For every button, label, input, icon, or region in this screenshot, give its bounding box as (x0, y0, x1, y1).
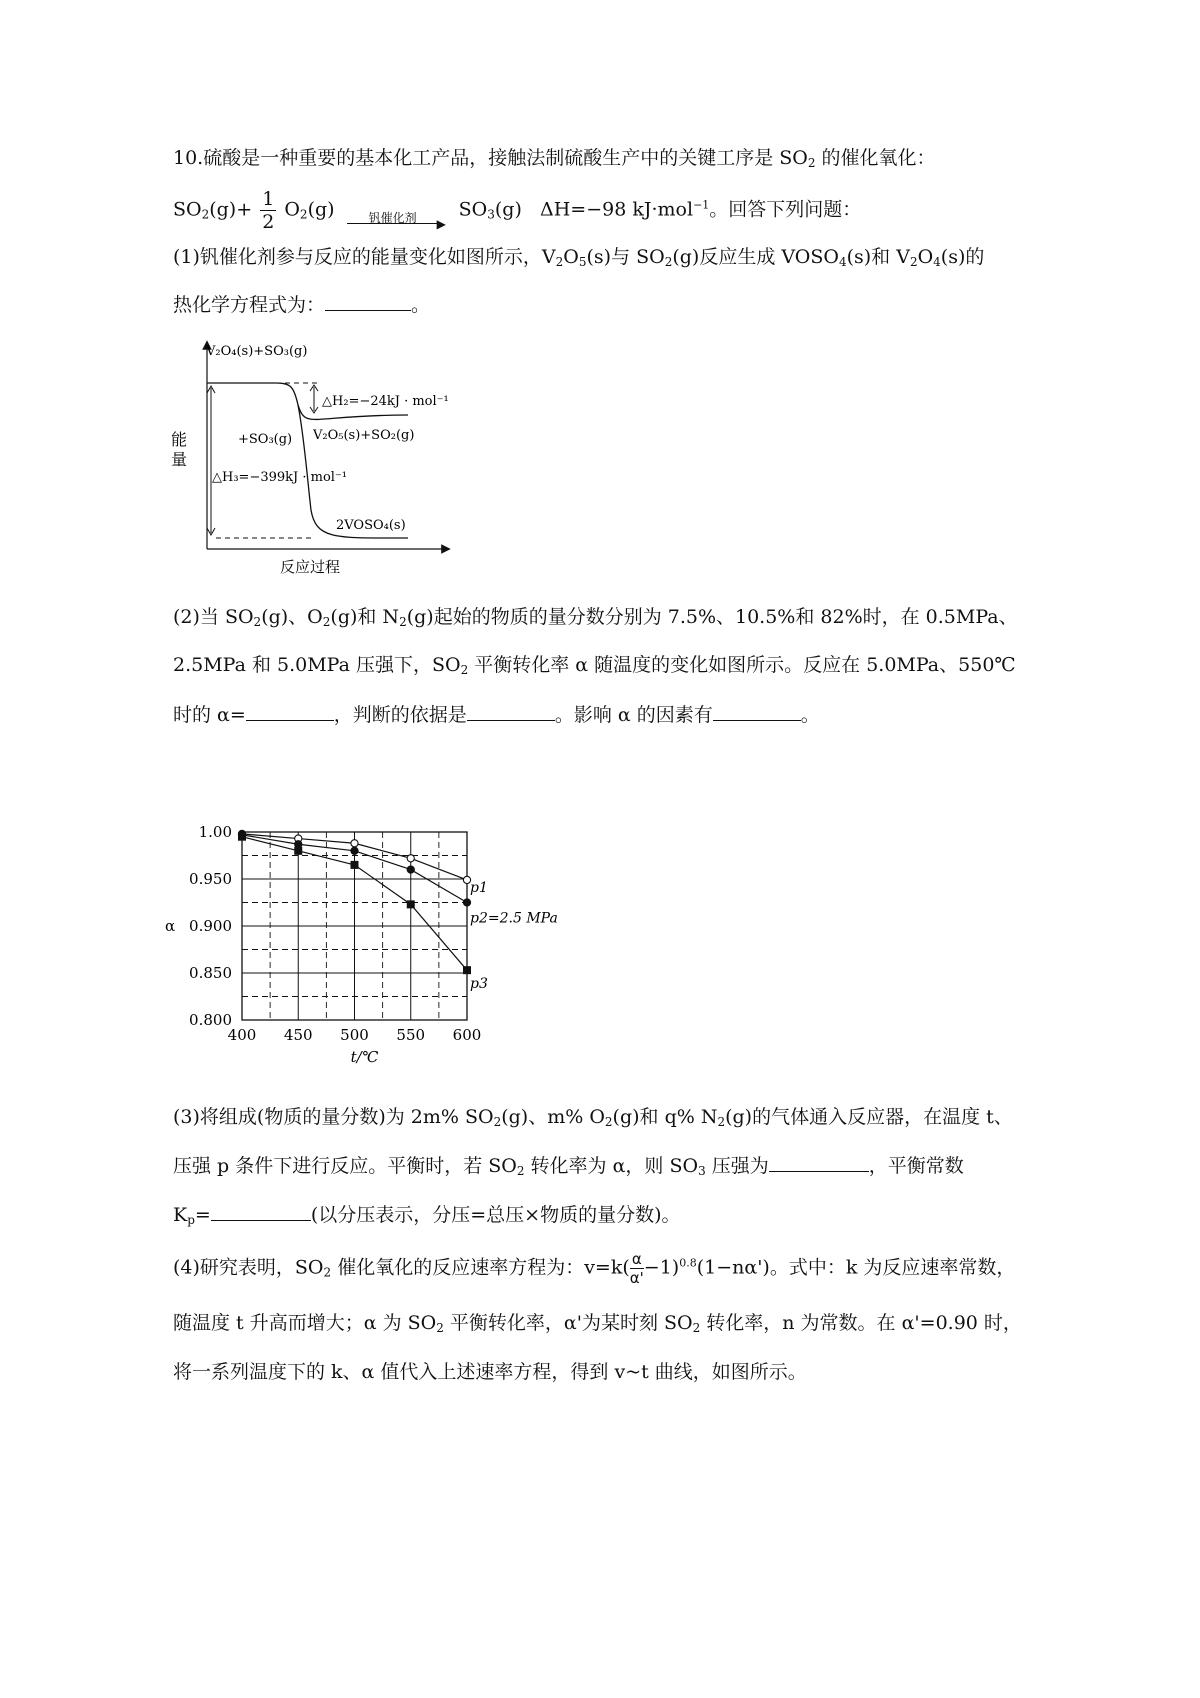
data-point (351, 847, 358, 854)
part1-line2: 热化学方程式为： 。 (173, 294, 431, 316)
answer-blank-kp[interactable] (211, 1202, 311, 1221)
reaction-equation: $SO_2(g)+$ $\frac{1}{2}$ $O_2(g)$ 钒催化剂 ▶ $SO_3(g)$ ΔH=−98 kJ·mol$^{-1}$。回答下列问题： (173, 188, 862, 233)
series-label: p3 (470, 976, 488, 993)
x-axis-label: t/℃ (350, 1048, 379, 1066)
catalyst-arrow: 钒催化剂 ▶ (347, 207, 447, 233)
x-tick-label: 400 (227, 1026, 257, 1044)
answer-blank-factors[interactable] (713, 702, 801, 721)
answer-blank[interactable] (325, 292, 411, 311)
label-dh3: △H₃=−399kJ · mol⁻¹ (212, 470, 348, 485)
answer-blank-so3-pressure[interactable] (769, 1153, 869, 1172)
series-label: p2=2.5 MPa (470, 910, 558, 927)
x-tick-label: 450 (283, 1026, 313, 1044)
label-v2o5-so2: V₂O₅(s)+SO₂(g) (313, 428, 415, 443)
one-half-fraction: $\frac{1}{2}$ (262, 188, 275, 233)
data-point (463, 966, 471, 974)
x-tick-label: 500 (340, 1026, 369, 1044)
y-tick-label: 0.850 (189, 964, 232, 982)
label-v2o4-so3: V₂O₄(s)+SO₃(g) (206, 344, 308, 359)
x-tick-label: 550 (396, 1026, 426, 1044)
energy-ylabel-2: 量 (171, 450, 188, 469)
label-2voso4: 2VOSO₄(s) (336, 518, 406, 533)
data-point (407, 855, 414, 862)
part4-line3: 将一系列温度下的 k、α 值代入上述速率方程，得到 v~t 曲线，如图所示。 (173, 1361, 807, 1383)
x-tick-label: 600 (452, 1026, 482, 1044)
y-tick-label: 0.800 (189, 1011, 232, 1029)
data-point (238, 833, 246, 841)
alpha-temperature-chart (165, 822, 585, 1082)
part2-line3: 时的 α= ，判断的依据是 。影响 α 的因素有 。 (173, 704, 820, 726)
part4-line2: 随温度 t 升高而增大；α 为 $SO_2$ 平衡转化率，α'为某时刻 $SO_2$ 转化率，n 为常数。在 α'=0.90 时， (173, 1312, 1022, 1335)
data-point (407, 866, 414, 873)
part4-line1: (4)研究表明，$SO_2$ 催化氧化的反应速率方程为：v=k( $\frac{\alpha}{\alpha'}$ −1)$^{0.8}$(1−nα')。式中：k 为反应速率常数， (173, 1250, 1016, 1287)
part3-line1: (3)将组成(物质的量分数)为 2m% $SO_2(g)$、m% $O_2(g)$和 q% $N_2(g)$的气体通入反应器，在温度 t、 (173, 1106, 1013, 1129)
part1-text: (1)钒催化剂参与反应的能量变化如图所示，$V_2O_5(s)$与 $SO_2(g)$反应生成 $VOSO_4(s)$和 $V_2O_4(s)$的 (173, 246, 985, 269)
data-point (351, 840, 358, 847)
y-tick-label: 0.950 (189, 870, 232, 888)
y-axis-label: α (165, 917, 176, 935)
part3-line2: 压强 p 条件下进行反应。平衡时，若 $SO_2$ 转化率为 α，则 $SO_3$ 压强为 ，平衡常数 (173, 1155, 964, 1178)
part2-line2: 2.5MPa 和 5.0MPa 压强下，$SO_2$ 平衡转化率 α 随温度的变化如图所示。反应在 5.0MPa、550℃ (173, 654, 1016, 677)
series-label: p1 (470, 879, 488, 896)
data-point (351, 861, 359, 869)
part3-line3: $K_p=$ (以分压表示，分压=总压×物质的量分数)。 (173, 1204, 681, 1227)
data-point (463, 899, 470, 906)
energy-diagram (171, 335, 476, 630)
part2-line1: (2)当 $SO_2(g)$、$O_2(g)$和 $N_2(g)$起始的物质的量分数分别为 7.5%、10.5%和 82%时，在 0.5MPa、 (173, 606, 1018, 629)
data-point (295, 841, 302, 848)
energy-xlabel: 反应过程 (280, 558, 341, 576)
alpha-ratio-fraction: $\frac{\alpha}{\alpha'}$ (629, 1250, 644, 1287)
question-intro: 10.硫酸是一种重要的基本化工产品，接触法制硫酸生产中的关键工序是 $SO_2$ 的催化氧化： (173, 147, 936, 170)
data-point (294, 847, 302, 855)
y-tick-label: 0.900 (189, 917, 232, 935)
answer-blank-alpha[interactable] (246, 702, 334, 721)
data-point (407, 900, 415, 908)
label-plus-so3: +SO₃(g) (238, 432, 293, 447)
answer-blank-basis[interactable] (467, 702, 555, 721)
label-dh2: △H₂=−24kJ · mol⁻¹ (322, 394, 449, 409)
energy-ylabel-1: 能 (171, 430, 188, 449)
y-tick-label: 1.00 (198, 823, 232, 841)
